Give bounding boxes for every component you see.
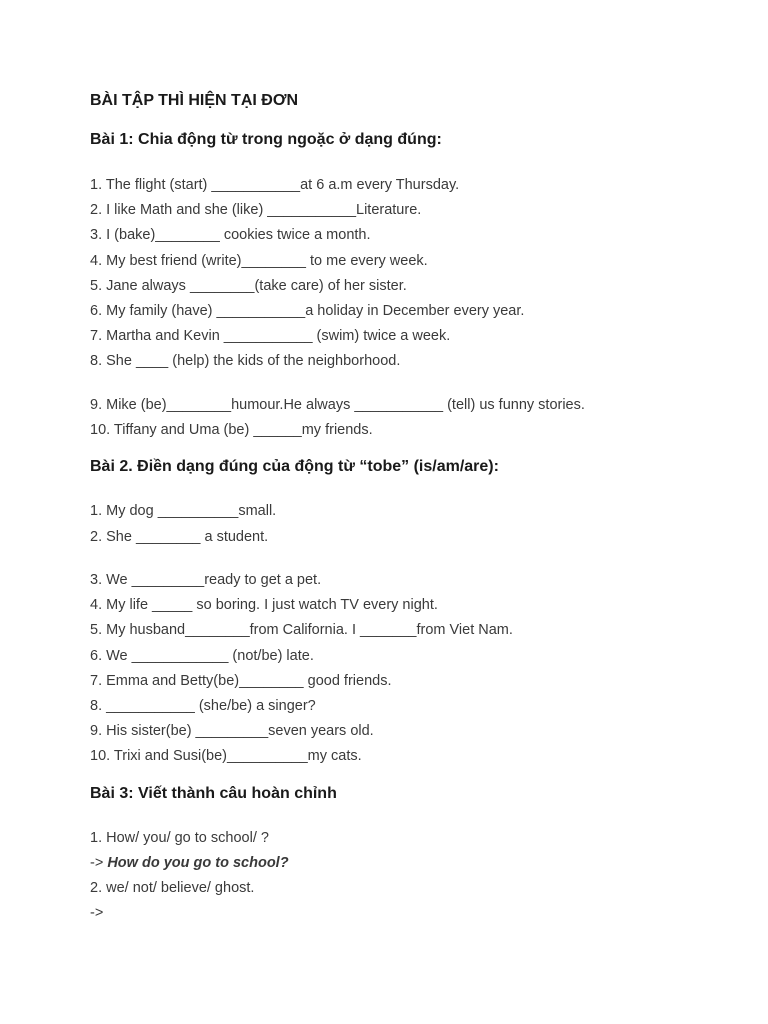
document-title: BÀI TẬP THÌ HIỆN TẠI ĐƠN [90,92,299,109]
exercise-3-answer: How do you go to school? [107,855,289,871]
exercise-2-item: 3. We _________ready to get a pet. [90,572,322,588]
exercise-2-item: 6. We ____________ (not/be) late. [90,648,314,664]
exercise-3-answer-line [90,855,289,871]
exercise-2-heading: Bài 2. Điền dạng đúng của động từ “tobe” (is/am/are): [90,458,499,475]
exercise-1-item: 3. I (bake)________ cookies twice a month. [90,227,371,243]
answer-arrow: -> [90,905,104,921]
exercise-2-item: 7. Emma and Betty(be)________ good friends. [90,673,392,689]
exercise-2-item: 2. She ________ a student. [90,529,269,545]
exercise-1-item: 10. Tiffany and Uma (be) ______my friends. [90,422,373,438]
exercise-1-heading: Bài 1: Chia động từ trong ngoặc ở dạng đúng: [90,131,442,148]
exercise-3-question: 1. How/ you/ go to school/ ? [90,830,269,846]
exercise-1-item: 7. Martha and Kevin ___________ (swim) twice a week. [90,328,451,344]
exercise-1-item: 2. I like Math and she (like) ___________Literature. [90,202,422,218]
exercise-1-item: 4. My best friend (write)________ to me every week. [90,253,428,269]
exercise-2-item: 1. My dog __________small. [90,503,277,519]
exercise-3-heading: Bài 3: Viết thành câu hoàn chỉnh [90,785,337,802]
exercise-2-item: 10. Trixi and Susi(be)__________my cats. [90,748,362,764]
exercise-1-item: 8. She ____ (help) the kids of the neighborhood. [90,353,401,369]
exercise-2-item: 5. My husband________from California. I _______from Viet Nam. [90,622,513,638]
exercise-1-item: 5. Jane always ________(take care) of her sister. [90,278,407,294]
exercise-1-item: 9. Mike (be)________humour.He always ___________ (tell) us funny stories. [90,397,585,413]
exercise-2-item: 4. My life _____ so boring. I just watch TV every night. [90,597,438,613]
exercise-3-question: 2. we/ not/ believe/ ghost. [90,880,255,896]
exercise-1-item: 6. My family (have) ___________a holiday in December every year. [90,303,525,319]
exercise-2-item: 9. His sister(be) _________seven years old. [90,723,374,739]
exercise-1-item: 1. The flight (start) ___________at 6 a.m every Thursday. [90,177,460,193]
answer-arrow: -> [90,855,104,871]
exercise-2-item: 8. ___________ (she/be) a singer? [90,698,316,714]
